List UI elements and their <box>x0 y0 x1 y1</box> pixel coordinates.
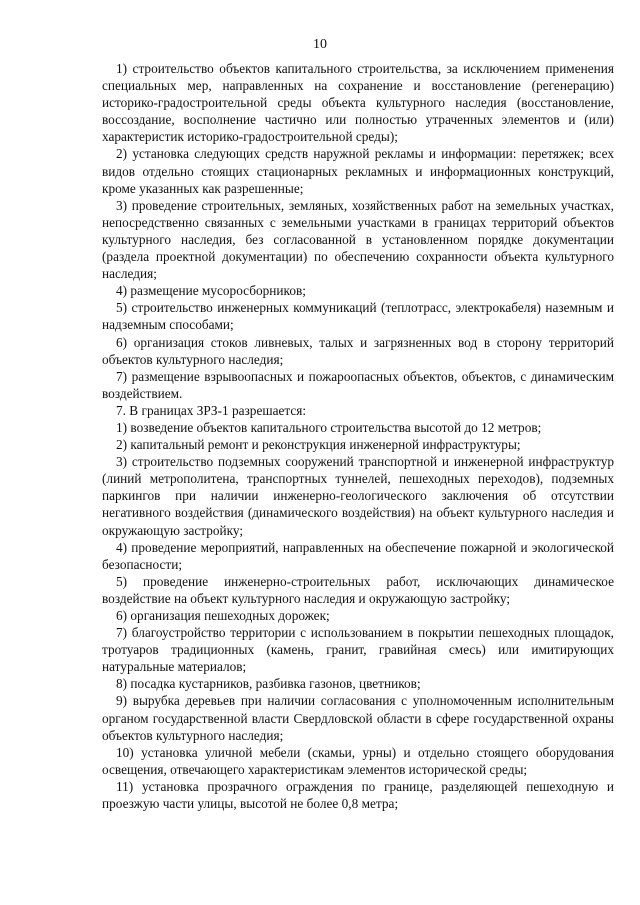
paragraph: 10) установка уличной мебели (скамьи, урны) и отдельно стоящего оборудования освещения, отвечающего характеристикам элементов исторической среды; <box>102 744 614 777</box>
paragraph: 7) благоустройство территории с использованием в покрытии пешеходных площадок, тротуаров традиционных (камень, гранит, гравийная смесь) или имитирующих натуральные материалов; <box>102 625 614 675</box>
paragraph: 8) посадка кустарников, разбивка газонов, цветников; <box>116 676 421 692</box>
paragraph: 6) организация стоков ливневых, талых и загрязненных вод в сторону территорий объектов культурного наследия; <box>102 334 614 367</box>
paragraph: 4) проведение мероприятий, направленных на обеспечение пожарной и экологической безопасности; <box>102 539 614 572</box>
paragraph: 3) проведение строительных, земляных, хозяйственных работ на земельных участках, непосредственно связанных с земельными участками в границах территорий объектов культурного наследия, без согласованной в установленном порядке документации (раздела проектной документации) по обеспечению сохранности объекта культурного наследия; <box>102 197 614 282</box>
section-heading: 7. В границах ЗРЗ-1 разрешается: <box>116 402 307 418</box>
paragraph: 7) размещение взрывоопасных и пожароопасных объектов, объектов, с динамическим воздействием. <box>102 368 614 401</box>
paragraph: 4) размещение мусоросборников; <box>116 283 306 299</box>
paragraph: 6) организация пешеходных дорожек; <box>116 608 330 623</box>
paragraph: 5) строительство инженерных коммуникаций (теплотрасс, электрокабеля) наземным и надземным способами; <box>102 300 614 333</box>
paragraph: 11) установка прозрачного ограждения по границе, разделяющей пешеходную и проезжую части улицы, высотой не более 0,8 метра; <box>102 778 614 812</box>
paragraph: 2) установка следующих средств наружной рекламы и информации: перетяжек; всех видов отдельно стоящих стационарных рекламных и информационных конструкций, кроме указанных как разрешенные; <box>102 146 614 196</box>
document-body <box>102 60 614 812</box>
page-number: 10 <box>313 37 327 52</box>
paragraph: 2) капитальный ремонт и реконструкция инженерной инфраструктуры; <box>116 437 521 453</box>
paragraph: 1) строительство объектов капитального строительства, за исключением применения специальных мер, направленных на сохранение и восстановление (регенерацию) историко-градостроительной среды объекта культурного наследия (восстановление, воссоздание, восполнение частично или полностью утраченных элементов и (или) характеристик историко-градостроительной среды); <box>102 61 614 145</box>
paragraph: 9) вырубка деревьев при наличии согласования с уполномоченным исполнительным органом государственной власти Свердловской области в сфере государственной охраны объектов культурного наследия; <box>102 693 614 743</box>
paragraph: 1) возведение объектов капитального строительства высотой до 12 метров; <box>116 419 542 435</box>
paragraph: 5) проведение инженерно-строительных работ, исключающих динамическое воздействие на объект культурного наследия и окружающую застройку; <box>102 573 614 606</box>
paragraph: 3) строительство подземных сооружений транспортной и инженерной инфраструктур (линий метрополитена, транспортных туннелей, пешеходных переходов), подземных паркингов при наличии инженерно-геологического заключения об отсутствии негативного воздействия (динамического воздействия) на объект культурного наследия и окружающую застройку; <box>102 454 614 538</box>
